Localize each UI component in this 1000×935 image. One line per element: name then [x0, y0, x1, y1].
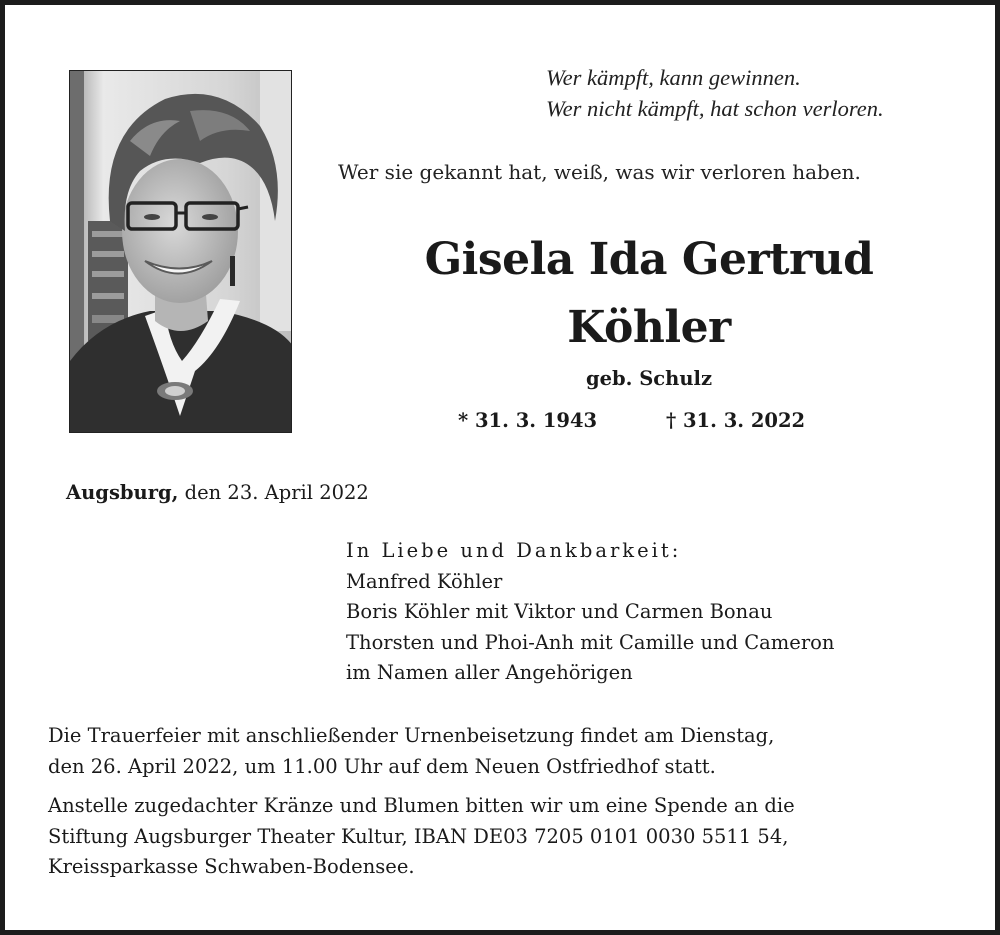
- funeral-line-2: den 26. April 2022, um 11.00 Uhr auf dem Neuen Ostfriedhof statt.: [48, 754, 716, 778]
- family-member: Thorsten und Phoi-Anh mit Camille und Cameron: [346, 630, 835, 654]
- family-lead: In Liebe und Dankbarkeit:: [346, 539, 682, 562]
- motto-line-1: Wer kämpft, kann gewinnen.: [546, 65, 801, 90]
- saying: Wer sie gekannt hat, weiß, was wir verloren haben.: [338, 160, 861, 184]
- place: Augsburg,: [66, 481, 179, 504]
- name-line-2: Köhler: [567, 302, 731, 353]
- donation-line-3: Kreissparkasse Schwaben-Bodensee.: [48, 855, 415, 878]
- deceased-name: [349, 226, 949, 362]
- donation-info: [48, 791, 795, 883]
- birth-date: * 31. 3. 1943: [458, 409, 598, 432]
- birth-name: geb. Schulz: [585, 367, 713, 390]
- motto: [546, 62, 884, 124]
- portrait-illustration: [70, 71, 292, 433]
- death-date: † 31. 3. 2022: [666, 409, 806, 432]
- family-member: im Namen aller Angehörigen: [346, 661, 633, 684]
- place-date: [66, 481, 369, 504]
- funeral-line-1: Die Trauerfeier mit anschließender Urnenbeisetzung findet am Dienstag,: [48, 724, 775, 747]
- donation-line-1: Anstelle zugedachter Kränze und Blumen bitten wir um eine Spende an die: [48, 794, 795, 817]
- family-member: Boris Köhler mit Viktor und Carmen Bonau: [346, 600, 773, 623]
- funeral-info: [48, 721, 774, 782]
- family-member: Manfred Köhler: [346, 569, 503, 593]
- notice-date: den 23. April 2022: [184, 481, 369, 504]
- family-list: [346, 536, 834, 689]
- donation-line-2: Stiftung Augsburger Theater Kultur, IBAN DE03 7205 0101 0030 5511 54,: [48, 824, 789, 848]
- portrait-photo: [69, 70, 292, 433]
- motto-line-2: Wer nicht kämpft, hat schon verloren.: [546, 96, 884, 121]
- name-line-1: Gisela Ida Gertrud: [424, 234, 874, 285]
